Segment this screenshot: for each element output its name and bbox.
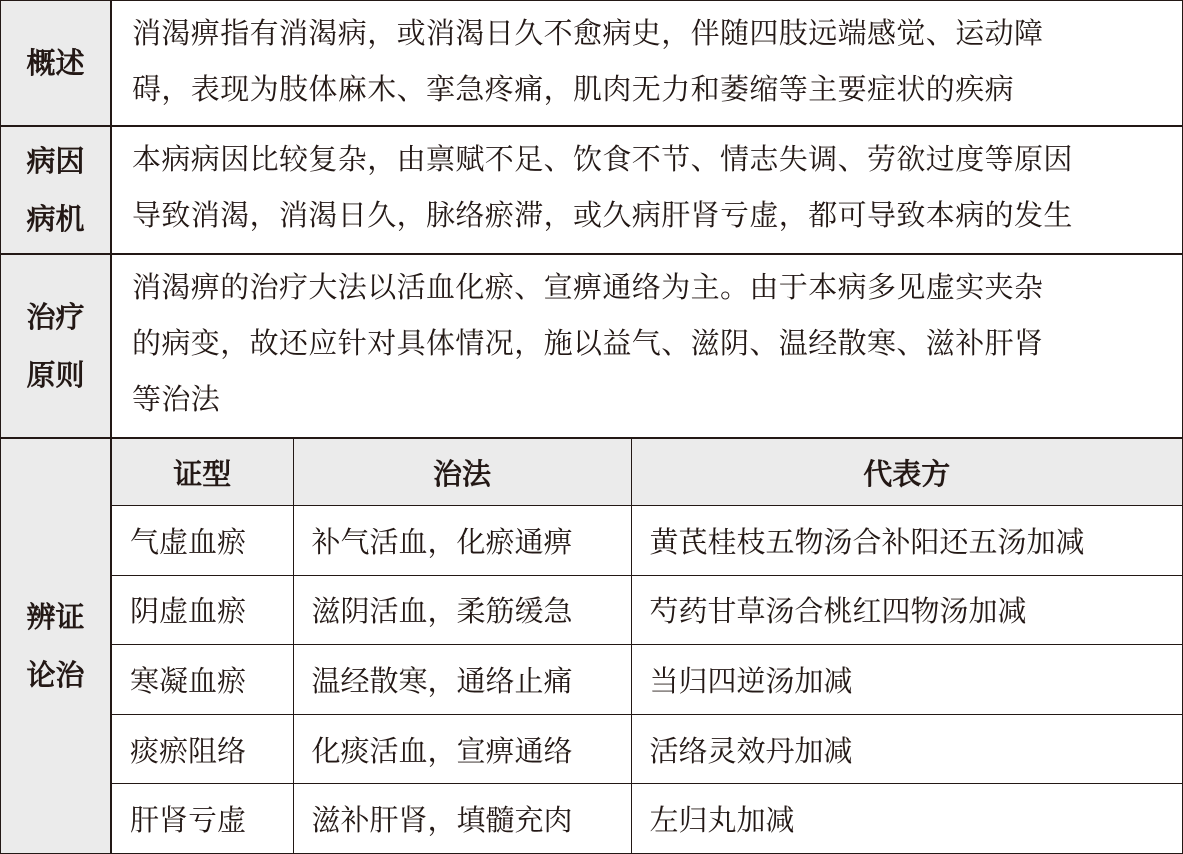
row-etiology: [1, 127, 1182, 255]
row-treatment-principle: [1, 255, 1182, 439]
row-label-etiology: 病因 病机: [1, 127, 112, 253]
text-line: 本病病因比较复杂，由禀赋不足、饮食不节、情志失调、劳欲过度等原因: [132, 142, 1073, 176]
table-row: [112, 645, 1182, 715]
cell-formula: 左归丸加减: [631, 784, 1182, 853]
text-line: 消渴痹指有消渴病，或消渴日久不愈病史，伴随四肢远端感觉、运动障: [132, 16, 1044, 50]
differentiation-subtable: [112, 439, 1182, 853]
table-row: [112, 506, 1182, 576]
cell-formula: 活络灵效丹加减: [631, 714, 1182, 784]
text-line: 等治法: [132, 382, 221, 416]
cell-method: 补气活血，化瘀通痹: [293, 506, 631, 576]
table-header-row: [112, 439, 1182, 506]
header-syndrome-type: 证型: [112, 439, 293, 506]
cell-syndrome: 寒凝血瘀: [112, 645, 293, 715]
cell-syndrome: 阴虚血瘀: [112, 575, 293, 645]
cell-formula: 芍药甘草汤合桃红四物汤加减: [631, 575, 1182, 645]
row-label-treatment-principle: 治疗 原则: [1, 255, 112, 437]
table-row: [112, 784, 1182, 853]
text-line: 消渴痹的治疗大法以活血化瘀、宣痹通络为主。由于本病多见虚实夹杂: [132, 270, 1044, 304]
text-line: 的病变，故还应针对具体情况，施以益气、滋阴、温经散寒、滋补肝肾: [132, 326, 1044, 360]
cell-method: 温经散寒，通络止痛: [293, 645, 631, 715]
cell-syndrome: 气虚血瘀: [112, 506, 293, 576]
row-content-overview: [112, 1, 1182, 125]
row-label-differentiation: 辨证 论治: [1, 439, 112, 853]
cell-method: 化痰活血，宣痹通络: [293, 714, 631, 784]
text-line: 碍，表现为肢体麻木、挛急疼痛，肌肉无力和萎缩等主要症状的疾病: [132, 72, 1015, 106]
row-content-etiology: [112, 127, 1182, 253]
row-content-treatment-principle: [112, 255, 1182, 437]
header-treatment-method: 治法: [293, 439, 631, 506]
row-differentiation: [1, 439, 1182, 853]
syndrome-treatment-table: [112, 439, 1182, 853]
cell-formula: 黄芪桂枝五物汤合补阳还五汤加减: [631, 506, 1182, 576]
cell-syndrome: 痰瘀阻络: [112, 714, 293, 784]
header-representative-formula: 代表方: [631, 439, 1182, 506]
text-line: 导致消渴，消渴日久，脉络瘀滞，或久病肝肾亏虚，都可导致本病的发生: [132, 198, 1073, 232]
table-row: [112, 714, 1182, 784]
cell-method: 滋补肝肾，填髓充肉: [293, 784, 631, 853]
cell-syndrome: 肝肾亏虚: [112, 784, 293, 853]
row-label-overview: 概述: [1, 1, 112, 125]
cell-formula: 当归四逆汤加减: [631, 645, 1182, 715]
table-row: [112, 575, 1182, 645]
row-overview: [1, 1, 1182, 127]
cell-method: 滋阴活血，柔筋缓急: [293, 575, 631, 645]
